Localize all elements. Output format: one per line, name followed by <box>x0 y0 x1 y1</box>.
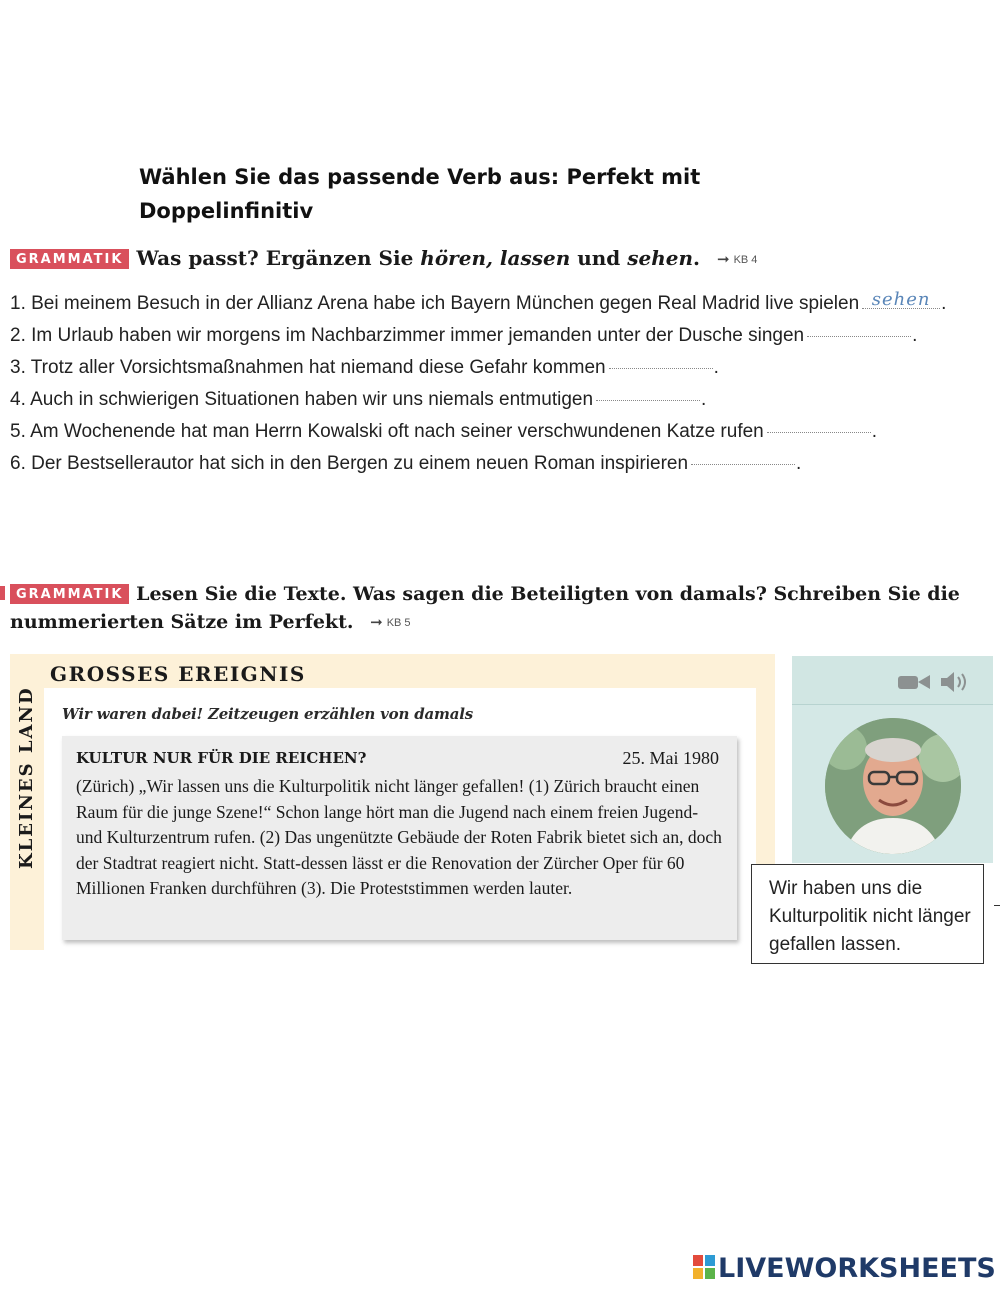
kb-reference: KB 5 <box>386 617 411 629</box>
news-card-text: (Zürich) „Wir lassen uns die Kulturpolitik nicht länger gefallen! (1) Zürich braucht einen Raum für die junge Szene!“ Schon lange hört man die Jugend nach einem freien Jugend- und Kulturzentrum rufen. (2) Das ungenützte Gebäude der Roten Fabrik bietet sich an, doch der Stadtrat reagiert nicht. Statt-dessen lässt er die Renovation der Zürcher Oper für 60 Millionen Franken durchführen (3). Die Proteststimmen werden lauter. <box>76 776 722 899</box>
answer-blank[interactable] <box>807 322 911 337</box>
period: . <box>701 389 707 410</box>
answer-blank[interactable] <box>609 354 713 369</box>
speech-bubble: Wir haben uns die Kulturpolitik nicht länger gefallen lassen. <box>751 864 984 964</box>
liveworksheets-logo <box>693 1253 996 1284</box>
answer-text: sehen <box>871 289 931 310</box>
item-text: 4. Auch in schwierigen Situationen haben wir uns niemals entmutigen <box>10 389 594 410</box>
item-text: 3. Trotz aller Vorsichtsmaßnahmen hat niemand diese Gefahr kommen <box>10 357 606 378</box>
exercise-1-items <box>10 290 995 482</box>
news-card-date: 25. Mai 1980 <box>622 748 719 768</box>
news-card-title: KULTUR NUR FÜR DIE REICHEN? <box>76 749 367 767</box>
news-card <box>62 736 737 940</box>
item-text: 1. Bei meinem Besuch in der Allianz Arena habe ich Bayern München gegen Real Madrid live spielen <box>10 293 860 314</box>
period: . <box>796 453 802 474</box>
video-camera-icon[interactable] <box>897 672 933 692</box>
arrow-right-icon: ➞ <box>716 250 730 268</box>
grammatik-tag: GRAMMATIK <box>10 584 129 604</box>
item-text: 2. Im Urlaub haben wir morgens im Nachbarzimmer immer jemanden unter der Dusche singen <box>10 325 805 346</box>
kb-reference: KB 4 <box>733 254 758 266</box>
exercise-2-heading <box>10 580 970 637</box>
arrow-right-icon: ➞ <box>370 613 383 631</box>
answer-blank[interactable] <box>596 386 700 401</box>
list-item <box>10 386 995 418</box>
answer-blank[interactable] <box>767 418 871 433</box>
answer-blank[interactable] <box>862 289 940 310</box>
item-text: 5. Am Wochenende hat man Herrn Kowalski oft nach seiner verschwundenen Katze rufen <box>10 421 764 442</box>
period: . <box>941 293 947 314</box>
portrait-illustration <box>825 718 961 854</box>
page-title: Wählen Sie das passende Verb aus: Perfekt mit Doppelinfinitiv <box>139 165 701 223</box>
speaker-icon[interactable] <box>939 670 973 694</box>
vertical-label: KLEINES LAND <box>16 686 37 869</box>
instruction-verbs: hören, lassen <box>420 246 571 270</box>
period: . <box>713 357 719 378</box>
list-item <box>10 450 995 482</box>
article-heading: GROSSES EREIGNIS <box>50 662 306 686</box>
instruction-part-c: . <box>693 246 701 270</box>
list-item <box>10 354 995 386</box>
instruction-verb3: sehen <box>627 246 694 270</box>
instruction-part-b: und <box>570 246 628 270</box>
list-item <box>10 290 995 322</box>
instruction-part-a: Was passt? Ergänzen Sie <box>136 246 421 270</box>
exercise-2-instruction: Lesen Sie die Texte. Was sagen die Beteiligten von damals? Schreiben Sie die nummerierten Sätze im Perfekt. <box>10 583 960 633</box>
article-subheading: Wir waren dabei! Zeitzeugen erzählen von damals <box>62 705 473 723</box>
list-item <box>10 418 995 450</box>
left-margin-mark <box>0 586 5 600</box>
answer-blank[interactable] <box>691 450 795 465</box>
grammatik-tag: GRAMMATIK <box>10 249 129 269</box>
period: . <box>912 325 918 346</box>
exercise-1-heading <box>10 246 757 270</box>
media-controls <box>897 670 973 694</box>
edge-tick <box>994 905 1000 906</box>
list-item <box>10 322 995 354</box>
portrait-photo <box>825 718 961 854</box>
logo-text: LIVEWORKSHEETS <box>718 1253 996 1284</box>
logo-icon <box>693 1255 715 1279</box>
item-text: 6. Der Bestsellerautor hat sich in den Bergen zu einem neuen Roman inspirieren <box>10 453 689 474</box>
period: . <box>871 421 878 442</box>
